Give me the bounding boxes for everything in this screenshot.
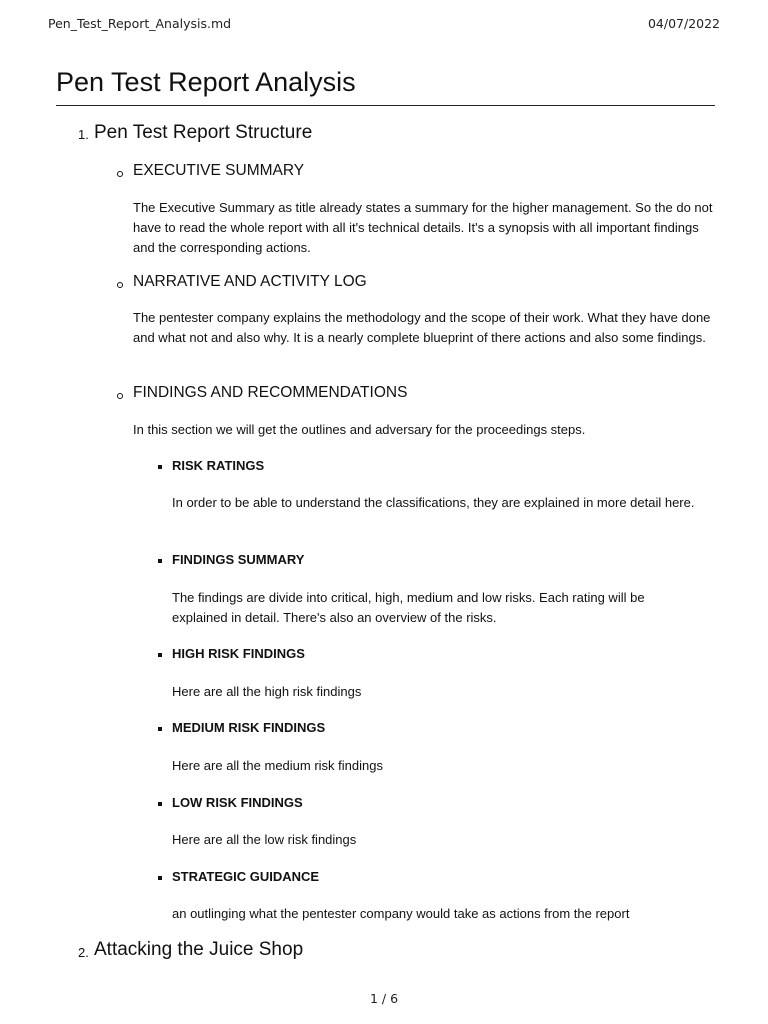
section-number: 1. — [78, 127, 89, 142]
subsection-text: In this section we will get the outlines and adversary for the proceedings steps. — [133, 422, 586, 437]
item-label: STRATEGIC GUIDANCE — [172, 869, 320, 884]
subsection-heading: FINDINGS AND RECOMMENDATIONS — [133, 384, 408, 401]
item-text: an outlinging what the pentester company would take as actions from the report — [172, 906, 630, 921]
section-heading: Pen Test Report Structure — [94, 122, 313, 143]
square-bullet-icon — [158, 802, 162, 806]
square-bullet-icon — [158, 653, 162, 657]
header-filename: Pen_Test_Report_Analysis.md — [48, 16, 232, 31]
circle-bullet-icon — [117, 393, 123, 399]
subsection-heading: EXECUTIVE SUMMARY — [133, 162, 305, 179]
subsection-heading: NARRATIVE AND ACTIVITY LOG — [133, 273, 367, 290]
item-text: Here are all the low risk findings — [172, 832, 357, 847]
item-text: Here are all the high risk findings — [172, 684, 362, 699]
item-label: LOW RISK FINDINGS — [172, 795, 303, 810]
page-counter: 1 / 6 — [369, 991, 399, 1006]
circle-bullet-icon — [117, 282, 123, 288]
square-bullet-icon — [158, 559, 162, 563]
item-text: The findings are divide into critical, high, medium and low risks. Each rating will be explained in detail. There's also an overview of the risks. — [172, 590, 645, 625]
page-title: Pen Test Report Analysis — [56, 67, 356, 97]
circle-bullet-icon — [117, 171, 123, 177]
square-bullet-icon — [158, 465, 162, 469]
section-number: 2. — [78, 945, 89, 960]
item-text: In order to be able to understand the classifications, they are explained in more detail here. — [172, 495, 695, 510]
item-text: Here are all the medium risk findings — [172, 758, 383, 773]
subsection-text: The Executive Summary as title already states a summary for the higher management. So the do not have to read the whole report with all it's technical details. It's a synopsis with all important findings and the corresponding actions. — [133, 200, 713, 255]
section-heading: Attacking the Juice Shop — [94, 939, 304, 960]
item-label: HIGH RISK FINDINGS — [172, 646, 305, 661]
square-bullet-icon — [158, 876, 162, 880]
subsection-text: The pentester company explains the methodology and the scope of their work. What they have done and what not and also why. It is a nearly complete blueprint of there actions and also some findings. — [133, 310, 711, 345]
title-divider — [56, 105, 715, 106]
header-date: 04/07/2022 — [647, 16, 720, 31]
square-bullet-icon — [158, 727, 162, 731]
item-label: RISK RATINGS — [172, 458, 265, 473]
item-label: MEDIUM RISK FINDINGS — [172, 720, 326, 735]
item-label: FINDINGS SUMMARY — [172, 552, 305, 567]
